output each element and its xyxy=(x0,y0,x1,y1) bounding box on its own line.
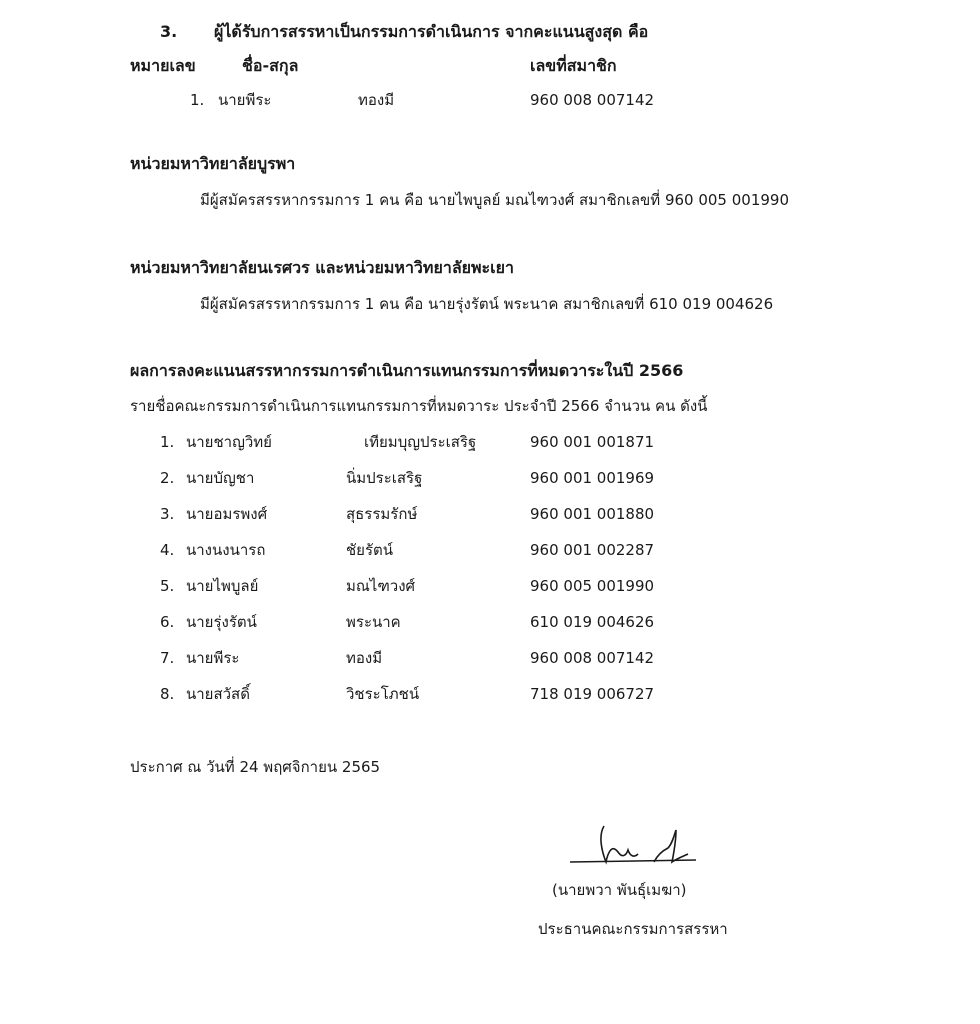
row-first-name: นายไพบูลย์ xyxy=(186,577,259,595)
row-member-number: 960 001 001969 xyxy=(530,469,655,487)
results-subheading: รายชื่อคณะกรรมการดำเนินการแทนกรรมการที่หมดวาระ ประจำปี 2566 จำนวน คน ดังนี้ xyxy=(130,397,708,415)
row-member-number: 718 019 006727 xyxy=(530,685,655,703)
row-last-name: ชัยรัตน์ xyxy=(346,541,394,559)
row-member-number: 610 019 004626 xyxy=(530,613,655,631)
row-index: 2. xyxy=(160,469,175,487)
announcement-date: ประกาศ ณ วันที่ 24 พฤศจิกายน 2565 xyxy=(130,758,381,776)
column-header-number: หมายเลข xyxy=(130,56,196,75)
row-last-name: สุธรรมรักษ์ xyxy=(346,505,418,523)
row-last-name: ทองมี xyxy=(358,91,395,109)
row-index: 7. xyxy=(160,649,175,667)
signatory-name: (นายพวา พันธุ์เมฆา) xyxy=(552,881,687,899)
row-first-name: นายสวัสดิ์ xyxy=(186,685,250,703)
row-last-name: พระนาค xyxy=(346,613,401,631)
row-index: 6. xyxy=(160,613,175,631)
row-last-name: วิชระโภชน์ xyxy=(346,685,420,703)
row-first-name: นายบัญชา xyxy=(186,469,255,487)
results-heading: ผลการลงคะแนนสรรหากรรมการดำเนินการแทนกรรมการที่หมดวาระในปี 2566 xyxy=(130,361,684,380)
row-last-name: นิ่มประเสริฐ xyxy=(346,469,423,487)
burapha-text: มีผู้สมัครสรรหากรรมการ 1 คน คือ นายไพบูลย์ มณไฑวงศ์ สมาชิกเลขที่ 960 005 001990 xyxy=(200,191,789,209)
signature-image xyxy=(568,822,698,872)
row-first-name: นายอมรพงศ์ xyxy=(186,505,268,523)
column-header-member: เลขที่สมาชิก xyxy=(530,56,617,75)
row-first-name: นางนงนารถ xyxy=(186,541,266,559)
section3-number: 3. xyxy=(160,22,178,41)
naresuan-heading: หน่วยมหาวิทยาลัยนเรศวร และหน่วยมหาวิทยาลัยพะเยา xyxy=(130,258,514,277)
row-member-number: 960 001 001880 xyxy=(530,505,655,523)
row-first-name: นายรุ่งรัตน์ xyxy=(186,613,257,631)
section3-heading: ผู้ได้รับการสรรหาเป็นกรรมการดำเนินการ จากคะแนนสูงสุด คือ xyxy=(214,22,649,41)
row-first-name: นายชาญวิทย์ xyxy=(186,433,272,451)
row-last-name: เทียมบุญประเสริฐ xyxy=(364,433,477,451)
row-member-number: 960 005 001990 xyxy=(530,577,655,595)
row-member-number: 960 008 007142 xyxy=(530,91,655,109)
row-index: 1. xyxy=(190,91,205,109)
row-index: 8. xyxy=(160,685,175,703)
signatory-title: ประธานคณะกรรมการสรรหา xyxy=(538,920,728,938)
row-first-name: นายพีระ xyxy=(186,649,240,667)
row-index: 4. xyxy=(160,541,175,559)
row-member-number: 960 001 001871 xyxy=(530,433,655,451)
row-index: 3. xyxy=(160,505,175,523)
row-index: 5. xyxy=(160,577,175,595)
row-last-name: มณไฑวงศ์ xyxy=(346,577,416,595)
naresuan-text: มีผู้สมัครสรรหากรรมการ 1 คน คือ นายรุ่งรัตน์ พระนาค สมาชิกเลขที่ 610 019 004626 xyxy=(200,295,774,313)
row-member-number: 960 001 002287 xyxy=(530,541,655,559)
row-index: 1. xyxy=(160,433,175,451)
column-header-name: ชื่อ-สกุล xyxy=(242,56,299,75)
row-last-name: ทองมี xyxy=(346,649,383,667)
row-first-name: นายพีระ xyxy=(218,91,272,109)
row-member-number: 960 008 007142 xyxy=(530,649,655,667)
burapha-heading: หน่วยมหาวิทยาลัยบูรพา xyxy=(130,154,296,173)
